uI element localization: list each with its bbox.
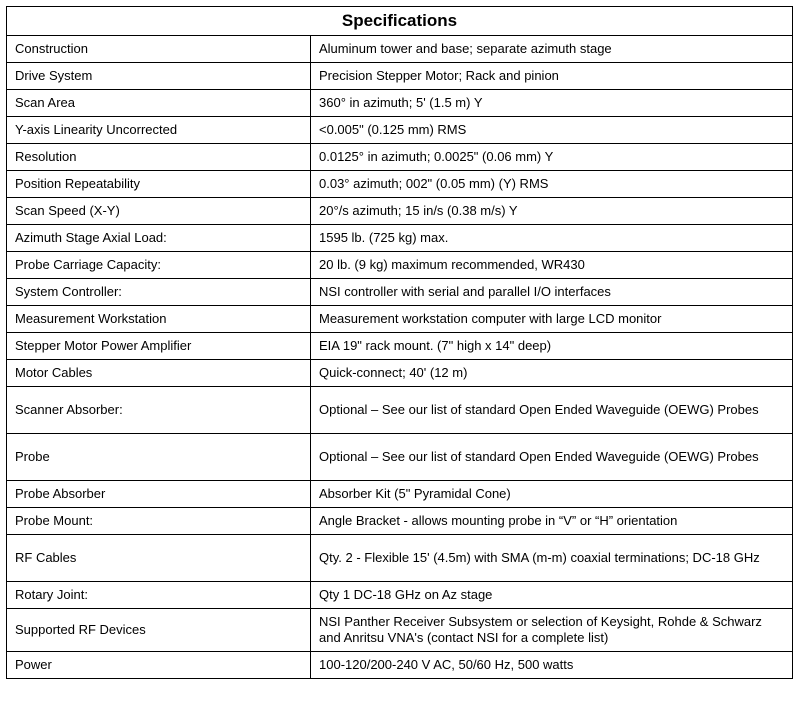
table-row xyxy=(7,609,793,652)
table-row xyxy=(7,306,793,333)
spec-label: Probe xyxy=(7,434,311,481)
spec-value: <0.005" (0.125 mm) RMS xyxy=(311,117,793,144)
table-title: Specifications xyxy=(7,7,793,36)
spec-label: Probe Mount: xyxy=(7,508,311,535)
spec-value: NSI Panther Receiver Subsystem or selection of Keysight, Rohde & Schwarz and Anritsu VNA's (contact NSI for a complete list) xyxy=(311,609,793,652)
spec-value: NSI controller with serial and parallel I/O interfaces xyxy=(311,279,793,306)
spec-value: 20 lb. (9 kg) maximum recommended, WR430 xyxy=(311,252,793,279)
spec-value: 1595 lb. (725 kg) max. xyxy=(311,225,793,252)
spec-label: Scan Area xyxy=(7,90,311,117)
table-row xyxy=(7,481,793,508)
spec-value: Quick-connect; 40' (12 m) xyxy=(311,360,793,387)
spec-value: Optional – See our list of standard Open Ended Waveguide (OEWG) Probes xyxy=(311,434,793,481)
spec-label: Probe Absorber xyxy=(7,481,311,508)
table-row xyxy=(7,535,793,582)
spec-value: 0.0125° in azimuth; 0.0025" (0.06 mm) Y xyxy=(311,144,793,171)
spec-value: Qty. 2 - Flexible 15' (4.5m) with SMA (m-m) coaxial terminations; DC-18 GHz xyxy=(311,535,793,582)
table-row xyxy=(7,117,793,144)
table-row xyxy=(7,508,793,535)
spec-value: 360° in azimuth; 5' (1.5 m) Y xyxy=(311,90,793,117)
spec-label: Probe Carriage Capacity: xyxy=(7,252,311,279)
spec-label: Azimuth Stage Axial Load: xyxy=(7,225,311,252)
table-row xyxy=(7,144,793,171)
table-row xyxy=(7,434,793,481)
specifications-table xyxy=(6,6,793,679)
spec-value: Qty 1 DC-18 GHz on Az stage xyxy=(311,582,793,609)
spec-label: Drive System xyxy=(7,63,311,90)
spec-label: Stepper Motor Power Amplifier xyxy=(7,333,311,360)
spec-value: Angle Bracket - allows mounting probe in “V” or “H” orientation xyxy=(311,508,793,535)
table-row xyxy=(7,582,793,609)
spec-label: Construction xyxy=(7,36,311,63)
spec-value: Optional – See our list of standard Open Ended Waveguide (OEWG) Probes xyxy=(311,387,793,434)
spec-label: Power xyxy=(7,652,311,679)
spec-value: EIA 19" rack mount. (7" high x 14" deep) xyxy=(311,333,793,360)
spec-label: Position Repeatability xyxy=(7,171,311,198)
table-row xyxy=(7,360,793,387)
spec-value: Aluminum tower and base; separate azimuth stage xyxy=(311,36,793,63)
table-row xyxy=(7,333,793,360)
table-row xyxy=(7,63,793,90)
spec-value: 20°/s azimuth; 15 in/s (0.38 m/s) Y xyxy=(311,198,793,225)
spec-value: Precision Stepper Motor; Rack and pinion xyxy=(311,63,793,90)
table-row xyxy=(7,279,793,306)
table-row xyxy=(7,225,793,252)
table-row xyxy=(7,90,793,117)
spec-value: 0.03° azimuth; 002" (0.05 mm) (Y) RMS xyxy=(311,171,793,198)
table-row xyxy=(7,171,793,198)
spec-label: Resolution xyxy=(7,144,311,171)
spec-value: Absorber Kit (5" Pyramidal Cone) xyxy=(311,481,793,508)
spec-label: Rotary Joint: xyxy=(7,582,311,609)
spec-label: RF Cables xyxy=(7,535,311,582)
table-row xyxy=(7,387,793,434)
table-row xyxy=(7,252,793,279)
spec-label: System Controller: xyxy=(7,279,311,306)
spec-label: Motor Cables xyxy=(7,360,311,387)
table-row xyxy=(7,652,793,679)
spec-value: 100-120/200-240 V AC, 50/60 Hz, 500 watts xyxy=(311,652,793,679)
spec-value: Measurement workstation computer with large LCD monitor xyxy=(311,306,793,333)
spec-label: Scanner Absorber: xyxy=(7,387,311,434)
spec-label: Supported RF Devices xyxy=(7,609,311,652)
spec-label: Measurement Workstation xyxy=(7,306,311,333)
table-row xyxy=(7,198,793,225)
title-row xyxy=(7,7,793,36)
spec-label: Y-axis Linearity Uncorrected xyxy=(7,117,311,144)
spec-label: Scan Speed (X-Y) xyxy=(7,198,311,225)
table-row xyxy=(7,36,793,63)
